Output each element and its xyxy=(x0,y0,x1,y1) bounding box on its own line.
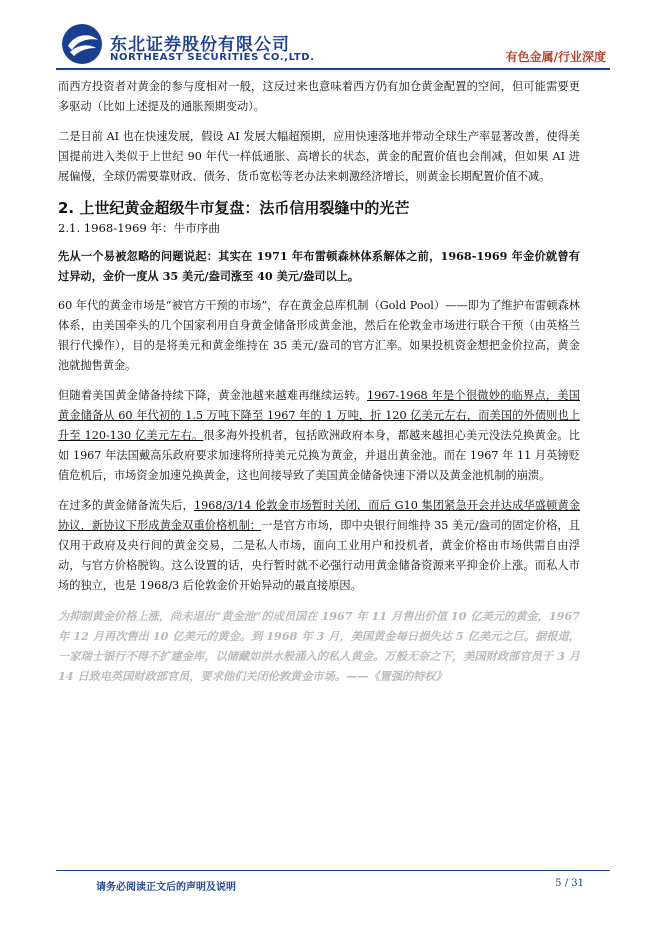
northeast-securities-logo-icon xyxy=(60,22,104,66)
text-span: 在过多的黄金储备流失后， xyxy=(58,499,194,512)
report-category: 有色金属/行业深度 xyxy=(505,50,606,64)
underlined-text: 1968/3/14 伦敦金市场暂时关闭，而后 G10 集团紧急开会并达成华盛顿黄金协议，新协议下形成黄金双重价格机制： xyxy=(58,499,580,532)
subsection-heading: 2.1. 1968-1969 年：牛市序曲 xyxy=(58,221,220,235)
report-body xyxy=(58,77,580,696)
paragraph-ai-development: 二是目前 AI 也在快速发展，假设 AI 发展大幅超预期，应用快速落地并带动全球生产率显著改善，使得美国提前进入类似于上世纪 90 年代一样低通胀、高增长的状态，黄金的配置价值也会削减，但如果 AI 进展偏慢，全球仍需要靠财政、债务、货币宽松等老办法来刺激经济增长，则黄金长期配置价值不减。 xyxy=(58,130,580,183)
lead-bold-paragraph: 先从一个易被忽略的问题说起：其实在 1971 年布雷顿森林体系解体之前，1968-1969 年金价就曾有过异动，金价一度从 35 美元/盎司涨至 40 美元/盎司以上。 xyxy=(58,249,580,283)
footer-divider xyxy=(56,870,610,871)
paragraph-gold-pool: 60 年代的黄金市场是“被官方干预的市场”，存在黄金总库机制（Gold Pool）——即为了维护布雷顿森林体系，由美国牵头的几个国家利用自身黄金储备形成黄金池，然后在伦敦金市场进行联合干预（由英格兰银行代操作），目的是将美元和黄金维持在 35 美元/盎司的官方汇率。如果投机资金想把金价拉高，黄金池就抛售黄金。 xyxy=(58,299,580,372)
text-span: 很多海外投机者，包括欧洲政府本身，都越来越担心美元没法兑换黄金。比如 1967 年法国戴高乐政府要求加速将所持美元兑换为黄金，并退出黄金池。而在 1967 年 11 月英镑贬值危机后，市场资金加速兑换黄金，这也间接导致了美国黄金储备快速下滑以及黄金池机制的崩溃。 xyxy=(58,429,580,482)
underlined-text: 1967-1968 年是个很微妙的临界点，美国黄金储备从 60 年代初的 1.5 万吨下降至 1967 年的 1 万吨，折 120 亿美元左右，而美国的外债则也上升至 120-130 亿美元左右。 xyxy=(58,389,580,442)
header-divider xyxy=(56,68,610,70)
quote-block: 为抑制黄金价格上涨，尚未退出“黄金池”的成员国在 1967 年 11 月售出价值 10 亿美元的黄金，1967 年 12 月再次售出 10 亿美元的黄金。到 1968 年 3 月，美国黄金每日损失达 5 亿美元之巨。据报道，一家瑞士银行不得不扩建金库，以储藏如洪水般涌入的私人黄金。万般无奈之下，美国财政部官员于 3 月 14 日致电英国财政部官员，要求他们关闭伦敦黄金市场。——《置强的特权》 xyxy=(58,609,580,683)
page-number: 5 / 31 xyxy=(555,878,584,889)
paragraph-dual-price xyxy=(58,496,580,596)
text-span: 但随着美国黄金储备持续下降，黄金池越来越难再继续运转。 xyxy=(58,389,367,402)
page-header xyxy=(0,0,662,70)
paragraph-western-investors: 而西方投资者对黄金的参与度相对一般，这反过来也意味着西方仍有加仓黄金配置的空间，但可能需要更多驱动（比如上述提及的通胀预期变动）。 xyxy=(58,80,580,113)
footer-disclaimer: 请务必阅读正文后的声明及说明 xyxy=(96,882,236,893)
paragraph-gold-reserve-decline xyxy=(58,386,580,486)
brand-name-cn: 东北证券股份有限公司 xyxy=(110,35,290,55)
text-span: 一是官方市场，即中央银行间维持 35 美元/盎司的固定价格，且仅用于政府及央行间的黄金交易，二是私人市场，面向工业用户和投机者，黄金价格由市场供需自由浮动，与官方价格脱钩。这么设置的话，央行暂时就不必强行动用黄金储备资源来平抑金价上涨。而私人市场的独立，也是 1968/3 后伦敦金价开始异动的最直接原因。 xyxy=(58,519,580,592)
section-heading: 2. 上世纪黄金超级牛市复盘：法币信用裂缝中的光芒 xyxy=(58,199,410,217)
brand-name-en: NORTHEAST SECURITIES CO.,LTD. xyxy=(110,52,315,63)
